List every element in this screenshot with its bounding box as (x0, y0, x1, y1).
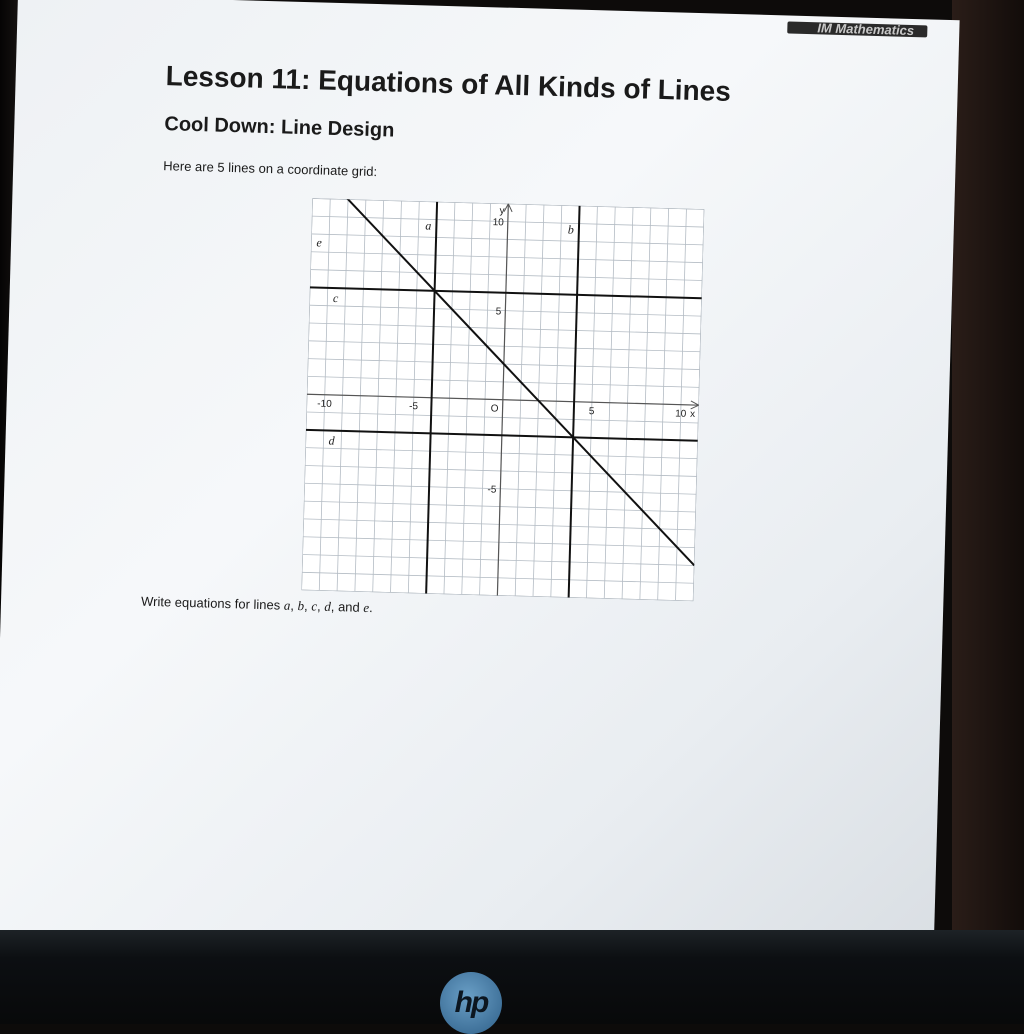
page-title: Lesson 11: Equations of All Kinds of Lines (165, 60, 732, 107)
x-axis-label: x (689, 408, 696, 421)
intro-text: Here are 5 lines on a coordinate grid: (163, 158, 378, 180)
y-axis-label: y (499, 205, 505, 217)
x-tick-label: 5 (588, 406, 595, 418)
hp-logo (440, 972, 502, 1034)
line-label-b: b (567, 222, 575, 237)
instruction-end: . (368, 600, 374, 616)
coordinate-grid-figure (301, 198, 704, 601)
separator: , (330, 598, 339, 615)
header-brand: IM Mathematics (817, 20, 915, 39)
conjunction: and (337, 599, 360, 615)
separator: , (303, 598, 312, 614)
y-tick-label: -5 (487, 484, 497, 496)
line-label-a: a (425, 218, 432, 233)
hp-logo-text: hp (454, 986, 488, 1019)
y-tick-label: 10 (492, 217, 504, 229)
line-label-e: e (316, 235, 323, 250)
instruction-prefix: Write equations for lines (140, 593, 285, 613)
line-name-c: c (311, 598, 318, 614)
line-name-e: e (363, 599, 370, 616)
y-tick-label: 5 (495, 306, 502, 318)
monitor-bezel-bottom (0, 930, 1024, 1024)
line-label-d: d (328, 433, 335, 448)
x-tick-label: -5 (408, 401, 419, 413)
separator: , (316, 598, 325, 614)
separator: , (290, 597, 298, 614)
section-title: Cool Down: Line Design (164, 113, 395, 142)
line-name-d: d (324, 598, 332, 614)
x-tick-label: O (490, 403, 499, 415)
x-tick-label: -10 (317, 398, 332, 410)
instruction-text (141, 594, 373, 616)
x-tick-label: 10 (674, 408, 687, 420)
monitor-bezel-right (952, 0, 1024, 960)
line-name-a: a (283, 597, 291, 613)
line-name-b: b (297, 598, 305, 614)
coordinate-grid (301, 198, 704, 601)
line-label-c: c (332, 291, 339, 306)
